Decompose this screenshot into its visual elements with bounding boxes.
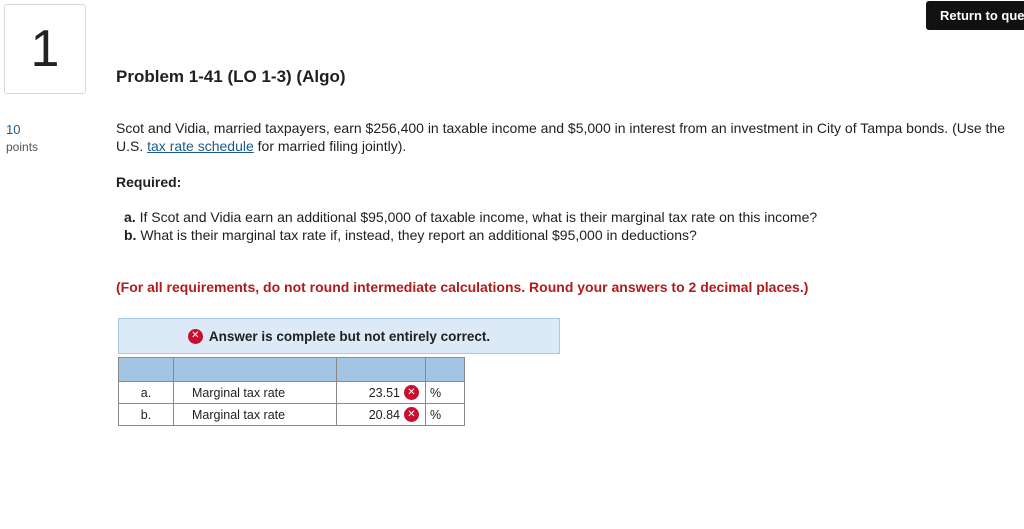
- header-cell: [174, 358, 337, 382]
- requirement-text: If Scot and Vidia earn an additional $95,000 of taxable income, what is their marginal tax rate on this income?: [135, 209, 818, 225]
- incorrect-icon: ✕: [404, 407, 419, 422]
- tax-rate-schedule-link[interactable]: tax rate schedule: [147, 138, 254, 154]
- requirement-letter: a.: [124, 209, 136, 225]
- row-unit: %: [426, 382, 465, 404]
- row-letter: b.: [119, 404, 174, 426]
- points-value: 10: [6, 122, 21, 137]
- answer-table: [118, 357, 465, 426]
- required-heading: Required:: [116, 174, 182, 190]
- answer-input-b[interactable]: [337, 404, 426, 426]
- problem-text-part1: Scot and Vidia, married taxpayers, earn $256,400 in taxable income and $5,000 in interest from an investment in City of Tampa bonds. (Use the U.S.: [116, 120, 1005, 154]
- row-letter: a.: [119, 382, 174, 404]
- return-to-question-button[interactable]: Return to que: [926, 1, 1024, 30]
- row-label: Marginal tax rate: [174, 382, 337, 404]
- answer-value: 23.51: [368, 385, 400, 400]
- requirement-letter: b.: [124, 227, 137, 243]
- problem-text-part2: for married filing jointly).: [253, 138, 407, 154]
- question-number: 1: [4, 4, 86, 94]
- requirement-a: [124, 208, 817, 226]
- table-row: [119, 404, 465, 426]
- rounding-instruction: (For all requirements, do not round intermediate calculations. Round your answers to 2 decimal places.): [116, 279, 809, 295]
- feedback-message: Answer is complete but not entirely correct.: [208, 328, 491, 344]
- answer-value: 20.84: [368, 407, 400, 422]
- requirements-list: [124, 208, 817, 244]
- problem-title: Problem 1-41 (LO 1-3) (Algo): [116, 67, 346, 86]
- answer-input-a[interactable]: [337, 382, 426, 404]
- table-row: [119, 382, 465, 404]
- problem-statement: [116, 119, 1016, 155]
- incorrect-icon: ✕: [404, 385, 419, 400]
- header-cell: [337, 358, 426, 382]
- x-circle-icon: ✕: [188, 329, 203, 344]
- feedback-banner: [118, 318, 560, 354]
- requirement-text: What is their marginal tax rate if, instead, they report an additional $95,000 in deductions?: [136, 227, 697, 243]
- header-cell: [119, 358, 174, 382]
- requirement-b: [124, 226, 817, 244]
- row-label: Marginal tax rate: [174, 404, 337, 426]
- points-label: points: [6, 140, 39, 154]
- answer-table-header: [119, 358, 465, 382]
- row-unit: %: [426, 404, 465, 426]
- header-cell: [426, 358, 465, 382]
